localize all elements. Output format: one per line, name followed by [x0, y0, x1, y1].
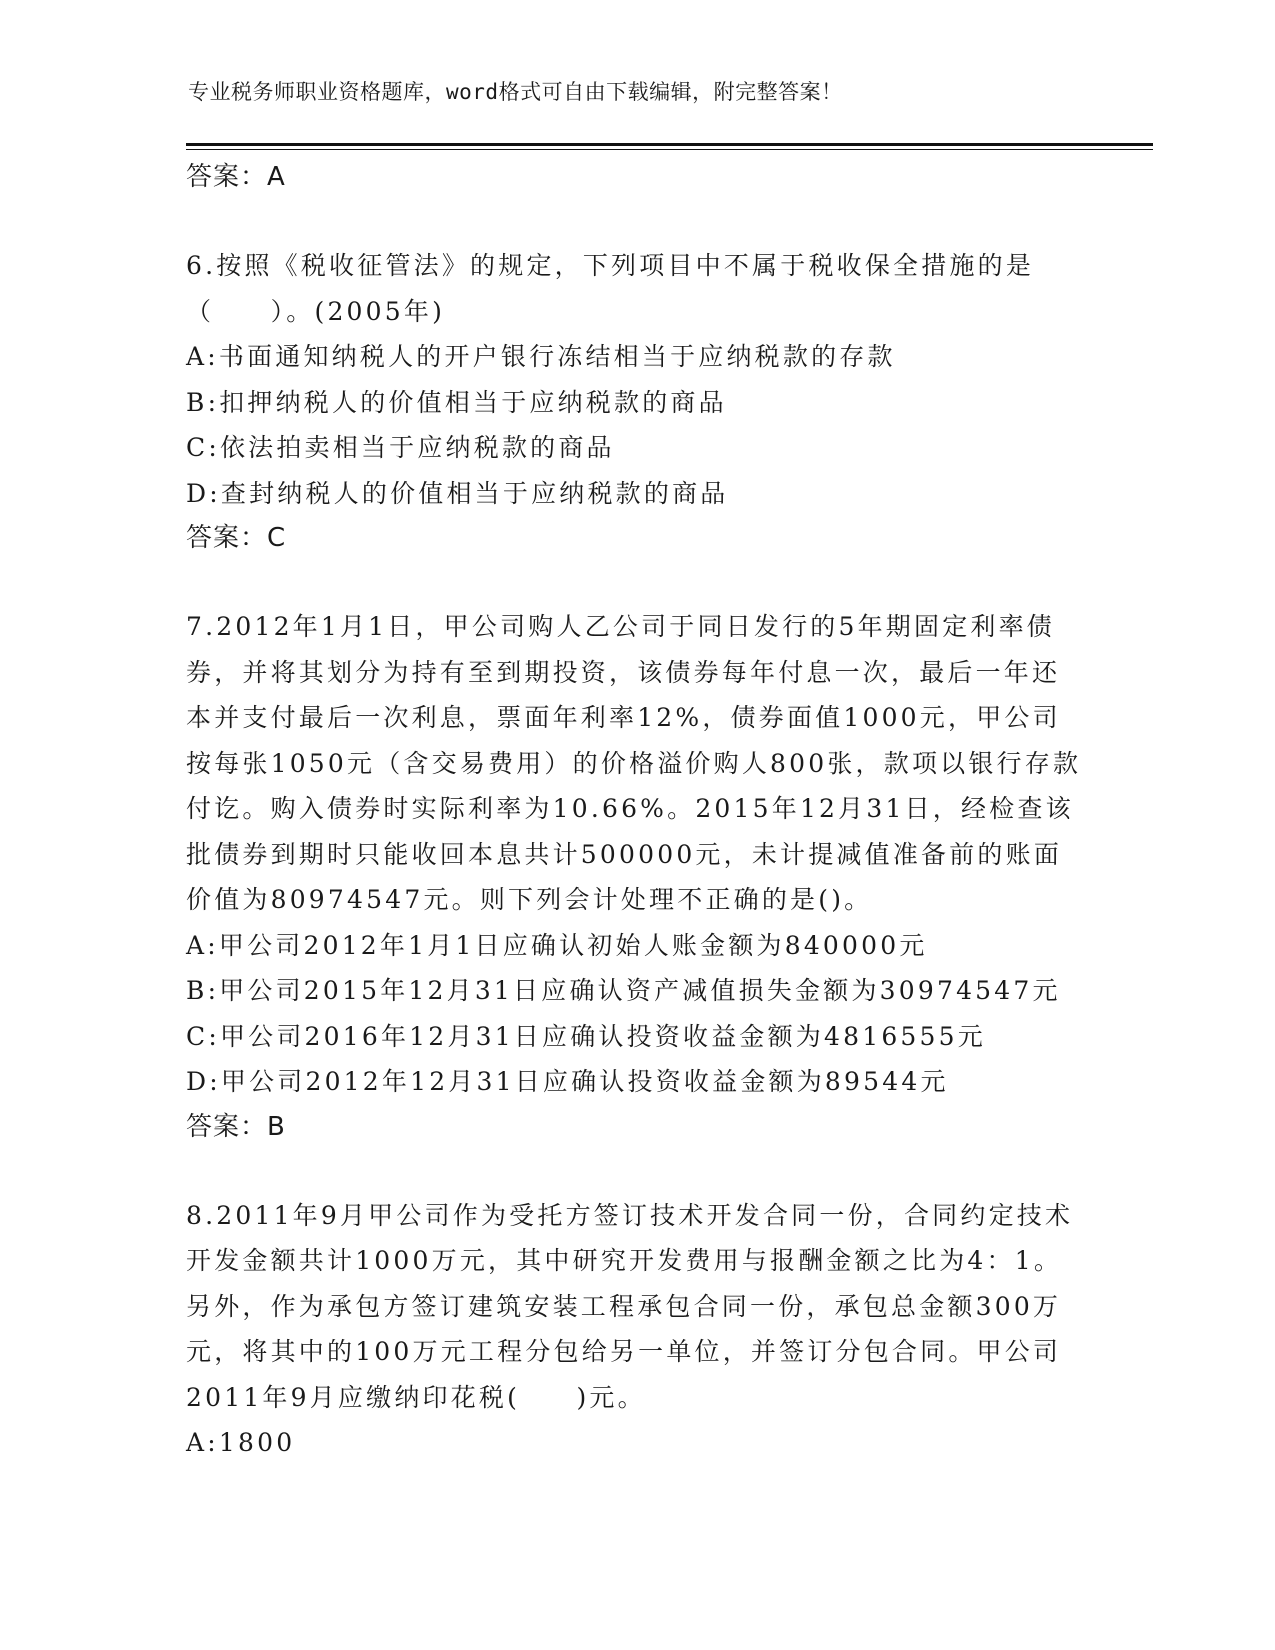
- question-8-stem: 8.2011年9月甲公司作为受托方签订技术开发合同一份，合同约定技术开发金额共计1000万元，其中研究开发费用与报酬金额之比为4：1。另外，作为承包方签订建筑安装工程承包合同一份，承包总金额300万元，将其中的100万元工程分包给另一单位，并签订分包合同。甲公司2011年9月应缴纳印花税( )元。: [186, 1200, 1074, 1412]
- question-7-stem: 7.2012年1月1日，甲公司购人乙公司于同日发行的5年期固定利率债券，并将其划分为持有至到期投资，该债券每年付息一次，最后一年还本并支付最后一次利息，票面年利率12%，债券面值1000元，甲公司按每张1050元（含交易费用）的价格溢价购人800张，款项以银行存款付讫。购入债券时实际利率为10.66%。2015年12月31日，经检查该批债券到期时只能收回本息共计500000元，未计提减值准备前的账面价值为80974547元。则下列会计处理不正确的是()。: [186, 612, 1082, 914]
- content-body: [186, 155, 1086, 1466]
- question-7-answer: 答案：B: [186, 1111, 286, 1142]
- answer-q5: 答案：A: [186, 162, 286, 192]
- question-6-option-a: A:书面通知纳税人的开户银行冻结相当于应纳税款的存款: [186, 342, 896, 371]
- question-7-option-d: D:甲公司2012年12月31日应确认投资收益金额为89544元: [186, 1067, 949, 1096]
- question-8: [186, 1193, 1086, 1466]
- question-7-option-a: A:甲公司2012年1月1日应确认初始人账金额为840000元: [186, 930, 928, 960]
- question-6-option-b: B:扣押纳税人的价值相当于应纳税款的商品: [186, 387, 727, 417]
- page-header: 专业税务师职业资格题库，word格式可自由下载编辑，附完整答案！: [188, 80, 843, 104]
- header-rule-thick: [186, 143, 1153, 146]
- question-6-option-c: C:依法拍卖相当于应纳税款的商品: [186, 433, 615, 462]
- question-6-stem: 6.按照《税收征管法》的规定，下列项目中不属于税收保全措施的是（ ）。(2005年): [186, 251, 1035, 326]
- question-8-option-a: A:1800: [186, 1428, 296, 1457]
- question-7: [186, 604, 1086, 1149]
- question-6: [186, 243, 1086, 560]
- question-7-option-c: C:甲公司2016年12月31日应确认投资收益金额为4816555元: [186, 1021, 986, 1051]
- header-rule-thin: [186, 149, 1153, 150]
- question-6-answer: 答案：C: [186, 523, 287, 553]
- question-7-option-b: B:甲公司2015年12月31日应确认资产减值损失金额为30974547元: [186, 976, 1061, 1005]
- question-6-option-d: D:查封纳税人的价值相当于应纳税款的商品: [186, 478, 729, 508]
